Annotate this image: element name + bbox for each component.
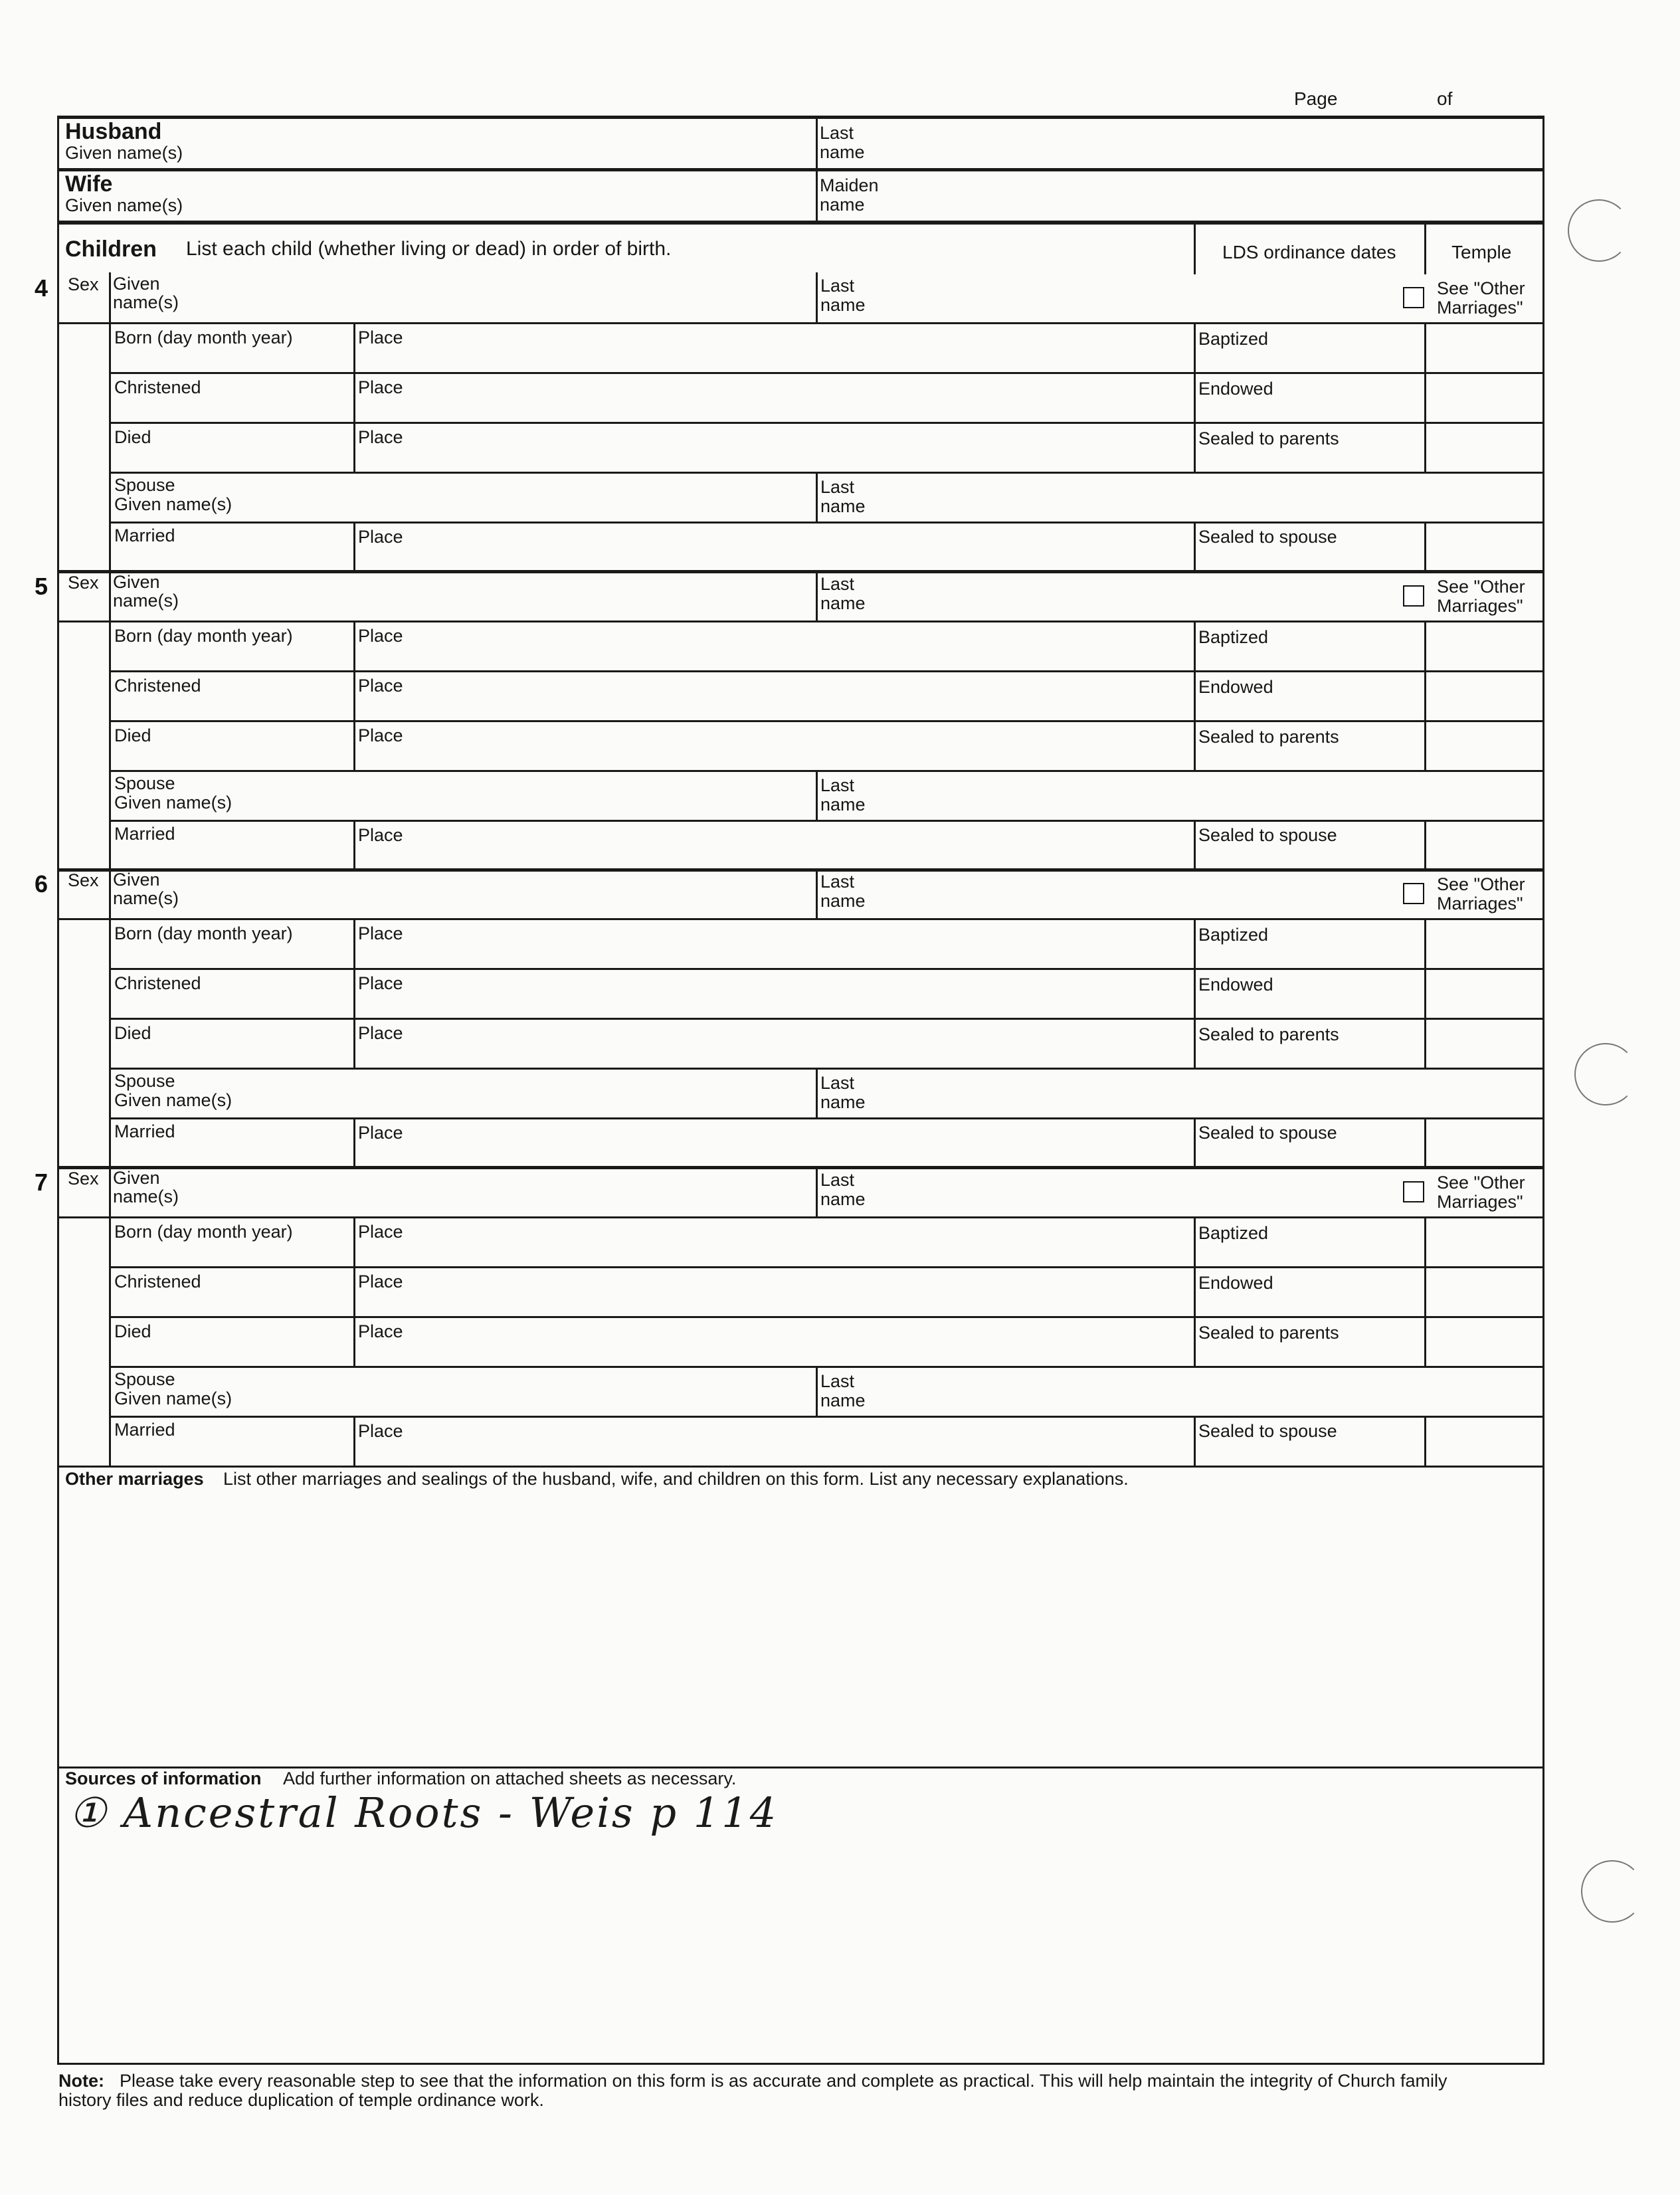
see-other-marriages-label: See "Other [1437, 1173, 1525, 1193]
ordinance-temple-divider [1424, 322, 1426, 472]
ordinance-label-baptized: Baptized [1198, 329, 1269, 349]
spouse-last-label: Last [820, 477, 855, 497]
place-label: Place [358, 1272, 403, 1291]
place-field-christened[interactable] [359, 1293, 1188, 1314]
date-field-died[interactable] [114, 747, 348, 768]
place-field-married[interactable] [359, 1143, 1188, 1164]
ordinance-date-field-endowed[interactable] [1199, 995, 1419, 1016]
place-ordinance-divider [1194, 620, 1196, 770]
date-field-christened[interactable] [114, 1293, 348, 1314]
see-other-marriages-label: See "Other [1437, 577, 1525, 597]
place-ordinance-divider [1194, 322, 1196, 472]
row-divider [109, 422, 1544, 424]
temple-header: Temple [1451, 242, 1512, 262]
place-label: Place [358, 1421, 403, 1441]
ordinance-label-sealed-to-parents: Sealed to parents [1198, 1024, 1339, 1044]
child-sex-label: Sex [68, 1169, 99, 1189]
place-field-died[interactable] [359, 1343, 1188, 1364]
sex-column-divider [109, 272, 111, 571]
married-place-divider [353, 820, 355, 870]
event-label-born: Born (day month year) [114, 1222, 293, 1242]
child-last-label-2: name [820, 295, 866, 315]
row-divider [109, 770, 1544, 772]
temple-field-endowed[interactable] [1430, 674, 1539, 717]
row-divider [109, 1366, 1544, 1368]
see-other-marriages-label-2: Marriages" [1437, 298, 1523, 318]
spouse-last-label-2: name [820, 795, 866, 814]
date-field-died[interactable] [114, 1343, 348, 1364]
married-ordinance-divider [1194, 522, 1196, 571]
other-marriages-title: Other marriages [65, 1469, 204, 1489]
temple-field-sealed-to-spouse[interactable] [1430, 1121, 1539, 1164]
spouse-last-name-field[interactable] [889, 1370, 1540, 1412]
place-field-born[interactable] [359, 349, 1188, 370]
see-other-marriages-label: See "Other [1437, 278, 1525, 298]
married-temple-divider [1424, 1117, 1426, 1167]
date-place-divider [353, 1216, 355, 1366]
row-divider [109, 1416, 1544, 1418]
child-given-label-2: name(s) [113, 591, 179, 611]
event-label-died: Died [114, 1321, 151, 1341]
wife-maiden-label-2: name [820, 195, 865, 215]
sources-title: Sources of information [65, 1768, 262, 1788]
date-field-married[interactable] [114, 1143, 348, 1164]
row-divider [57, 918, 1544, 920]
place-label: Place [358, 1123, 403, 1143]
punch-hole-bottom [1581, 1860, 1643, 1923]
child-number: 7 [35, 1169, 48, 1196]
married-place-divider [353, 522, 355, 571]
event-label-married: Married [114, 824, 175, 844]
ordinance-label-sealed-to-spouse: Sealed to spouse [1198, 825, 1337, 845]
child-given-label: Given [113, 572, 160, 592]
given-last-divider [816, 1167, 818, 1216]
ordinance-label-baptized: Baptized [1198, 627, 1269, 647]
place-label: Place [358, 923, 403, 943]
event-label-married: Married [114, 1420, 175, 1440]
lds-ordinance-dates-header: LDS ordinance dates [1222, 242, 1396, 262]
wife-maiden-label: Maiden [820, 175, 879, 195]
given-last-divider [816, 571, 818, 620]
child-given-label: Given [113, 870, 160, 890]
place-ordinance-divider [1194, 1216, 1196, 1366]
see-other-marriages-label: See "Other [1437, 874, 1525, 894]
row-divider [109, 1316, 1544, 1318]
ordinance-date-field-baptized[interactable] [1199, 945, 1419, 966]
place-field-born[interactable] [359, 945, 1188, 966]
ordinance-date-field-sealed-to-parents[interactable] [1199, 1343, 1419, 1364]
ordinance-temple-divider [1424, 1216, 1426, 1366]
temple-field-sealed-to-spouse[interactable] [1430, 525, 1539, 568]
child-last-name-field[interactable] [821, 573, 1392, 617]
ordinance-date-field-endowed[interactable] [1199, 1293, 1419, 1314]
place-label: Place [358, 973, 403, 993]
wife-field[interactable] [66, 175, 1535, 218]
row-divider [109, 522, 1544, 524]
event-label-christened: Christened [114, 973, 201, 993]
child-given-name-field[interactable] [114, 1169, 810, 1213]
spouse-given-label: Given name(s) [114, 1090, 233, 1110]
row-divider [109, 1018, 1544, 1020]
place-field-married[interactable] [359, 845, 1188, 866]
ordinance-label-sealed-to-parents: Sealed to parents [1198, 429, 1339, 448]
child-number: 4 [35, 274, 48, 302]
other-marriages-instruction: List other marriages and sealings of the husband, wife, and children on this form. List any necessary explanations. [223, 1469, 1129, 1489]
place-field-died[interactable] [359, 747, 1188, 768]
child-last-name-field[interactable] [821, 1169, 1392, 1213]
date-field-born[interactable] [114, 1243, 348, 1264]
spouse-last-divider [816, 1068, 818, 1117]
ordinance-date-field-sealed-to-spouse[interactable] [1199, 547, 1419, 568]
row-divider [57, 1216, 1544, 1218]
place-field-died[interactable] [359, 448, 1188, 470]
spouse-given-label: Given name(s) [114, 494, 233, 514]
temple-field-endowed[interactable] [1430, 376, 1539, 419]
child-sex-label: Sex [68, 573, 99, 593]
temple-field-baptized[interactable] [1430, 326, 1539, 369]
place-field-born[interactable] [359, 1243, 1188, 1264]
place-field-married[interactable] [359, 547, 1188, 568]
date-place-divider [353, 322, 355, 472]
date-field-died[interactable] [114, 448, 348, 470]
given-last-divider [816, 868, 818, 918]
wife-given-label: Given name(s) [65, 195, 183, 215]
child-last-label: Last [820, 872, 855, 892]
place-field-christened[interactable] [359, 697, 1188, 718]
place-label: Place [358, 527, 403, 547]
spouse-last-divider [816, 1366, 818, 1416]
sex-column-divider [109, 571, 111, 870]
date-field-married[interactable] [114, 845, 348, 866]
see-other-marriages-checkbox[interactable] [1403, 883, 1424, 904]
spouse-label: Spouse [114, 1369, 175, 1389]
place-label: Place [358, 1321, 403, 1341]
event-label-died: Died [114, 427, 151, 447]
spouse-given-label: Given name(s) [114, 1388, 233, 1408]
sex-column-divider [109, 1167, 111, 1466]
place-label: Place [358, 676, 403, 696]
temple-field-sealed-to-spouse[interactable] [1430, 824, 1539, 866]
child-last-label: Last [820, 574, 855, 594]
temple-field-baptized[interactable] [1430, 922, 1539, 965]
spouse-last-name-field[interactable] [889, 1072, 1540, 1114]
child-last-label: Last [820, 1170, 855, 1190]
spouse-given-name-field[interactable] [275, 774, 809, 816]
ordinance-label-sealed-to-spouse: Sealed to spouse [1198, 527, 1337, 547]
row-divider [109, 670, 1544, 672]
child-given-name-field[interactable] [114, 573, 810, 617]
note-label: Note: [58, 2071, 104, 2091]
ordinance-date-field-sealed-to-parents[interactable] [1199, 448, 1419, 470]
given-last-divider [816, 272, 818, 322]
date-field-died[interactable] [114, 1044, 348, 1066]
ordinance-label-endowed: Endowed [1198, 677, 1273, 697]
ordinance-label-endowed: Endowed [1198, 1273, 1273, 1293]
husband-given-label: Given name(s) [65, 143, 183, 163]
child-last-label: Last [820, 276, 855, 296]
child-given-name-field[interactable] [114, 275, 810, 319]
spouse-last-label-2: name [820, 1390, 866, 1410]
child-given-label-2: name(s) [113, 292, 179, 312]
married-temple-divider [1424, 522, 1426, 571]
date-field-born[interactable] [114, 647, 348, 668]
spouse-last-name-field[interactable] [889, 476, 1540, 518]
temple-field-endowed[interactable] [1430, 972, 1539, 1014]
other-marriages-field[interactable] [61, 1491, 1539, 1764]
ordinance-date-field-baptized[interactable] [1199, 1243, 1419, 1264]
event-label-born: Born (day month year) [114, 328, 293, 347]
married-place-divider [353, 1416, 355, 1466]
ordinance-label-sealed-to-spouse: Sealed to spouse [1198, 1123, 1337, 1143]
temple-field-baptized[interactable] [1430, 624, 1539, 667]
date-field-born[interactable] [114, 945, 348, 966]
ordinance-label-endowed: Endowed [1198, 379, 1273, 399]
temple-field-sealed-to-parents[interactable] [1430, 1320, 1539, 1363]
married-ordinance-divider [1194, 1117, 1196, 1167]
sex-column-divider [109, 868, 111, 1167]
date-field-christened[interactable] [114, 697, 348, 718]
children-title: Children [65, 237, 157, 262]
spouse-last-label-2: name [820, 1092, 866, 1112]
spouse-last-divider [816, 770, 818, 820]
married-place-divider [353, 1117, 355, 1167]
spouse-label: Spouse [114, 773, 175, 793]
ordinance-label-endowed: Endowed [1198, 975, 1273, 995]
child-given-label: Given [113, 1168, 160, 1188]
place-field-married[interactable] [359, 1441, 1188, 1462]
ordinance-date-field-sealed-to-spouse[interactable] [1199, 1143, 1419, 1164]
date-place-divider [353, 620, 355, 770]
place-field-born[interactable] [359, 647, 1188, 668]
place-label: Place [358, 328, 403, 347]
event-label-born: Born (day month year) [114, 923, 293, 943]
temple-field-sealed-to-parents[interactable] [1430, 1022, 1539, 1064]
ordinance-date-field-sealed-to-spouse[interactable] [1199, 1441, 1419, 1462]
row-divider [109, 472, 1544, 474]
children-instruction: List each child (whether living or dead) in order of birth. [186, 238, 672, 260]
place-label: Place [358, 725, 403, 745]
row-divider [57, 620, 1544, 622]
punch-hole-middle [1574, 1043, 1637, 1105]
spouse-last-label: Last [820, 1371, 855, 1391]
spouse-last-name-field[interactable] [889, 774, 1540, 816]
ordinance-date-field-sealed-to-parents[interactable] [1199, 1044, 1419, 1066]
ordinance-label-baptized: Baptized [1198, 1223, 1269, 1243]
note-line-2: history files and reduce duplication of temple ordinance work. [58, 2090, 544, 2110]
place-label: Place [358, 427, 403, 447]
row-divider [109, 820, 1544, 822]
ordinance-label-baptized: Baptized [1198, 925, 1269, 945]
child-sex-label: Sex [68, 274, 99, 294]
row-divider [57, 322, 1544, 324]
spouse-given-name-field[interactable] [275, 476, 809, 518]
child-last-name-field[interactable] [821, 871, 1392, 915]
event-label-died: Died [114, 725, 151, 745]
page-of-label: of [1437, 88, 1453, 109]
child-given-label-2: name(s) [113, 1187, 179, 1206]
child-last-name-field[interactable] [821, 275, 1392, 319]
see-other-marriages-label-2: Marriages" [1437, 1192, 1523, 1212]
married-ordinance-divider [1194, 820, 1196, 870]
spouse-given-label: Given name(s) [114, 793, 233, 812]
event-label-christened: Christened [114, 377, 201, 397]
place-label: Place [358, 1023, 403, 1043]
child-sex-label: Sex [68, 870, 99, 890]
date-field-christened[interactable] [114, 399, 348, 420]
child-given-name-field[interactable] [114, 871, 810, 915]
date-field-married[interactable] [114, 1441, 348, 1462]
ordinance-label-sealed-to-parents: Sealed to parents [1198, 727, 1339, 747]
ordinance-date-field-sealed-to-parents[interactable] [1199, 747, 1419, 768]
child-number: 6 [35, 870, 48, 898]
place-field-christened[interactable] [359, 399, 1188, 420]
row-divider [109, 720, 1544, 722]
row-divider [109, 968, 1544, 970]
punch-hole-top [1568, 199, 1630, 262]
see-other-marriages-checkbox[interactable] [1403, 585, 1424, 607]
ordinance-label-sealed-to-spouse: Sealed to spouse [1198, 1421, 1337, 1441]
place-label: Place [358, 1222, 403, 1242]
date-field-christened[interactable] [114, 995, 348, 1016]
ordinance-date-field-baptized[interactable] [1199, 349, 1419, 370]
see-other-marriages-label-2: Marriages" [1437, 596, 1523, 616]
ordinance-date-field-endowed[interactable] [1199, 697, 1419, 718]
married-temple-divider [1424, 820, 1426, 870]
spouse-last-label-2: name [820, 496, 866, 516]
place-label: Place [358, 626, 403, 646]
temple-field-baptized[interactable] [1430, 1220, 1539, 1263]
row-divider [109, 372, 1544, 374]
temple-field-sealed-to-parents[interactable] [1430, 426, 1539, 468]
ordinance-temple-divider [1424, 918, 1426, 1068]
ordinance-date-field-sealed-to-spouse[interactable] [1199, 845, 1419, 866]
row-divider [109, 1068, 1544, 1070]
event-label-christened: Christened [114, 676, 201, 696]
child-last-label-2: name [820, 1189, 866, 1209]
spouse-label: Spouse [114, 1071, 175, 1091]
husband-last-label-2: name [820, 142, 865, 162]
row-divider [109, 1266, 1544, 1268]
event-label-christened: Christened [114, 1272, 201, 1291]
event-label-born: Born (day month year) [114, 626, 293, 646]
married-ordinance-divider [1194, 1416, 1196, 1466]
child-number: 5 [35, 573, 48, 600]
child-last-label-2: name [820, 891, 866, 911]
handwritten-source-note: ① Ancestral Roots - Weis p 114 [69, 1788, 779, 1837]
child-given-label: Given [113, 274, 160, 294]
see-other-marriages-checkbox[interactable] [1403, 287, 1424, 308]
husband-last-label: Last [820, 123, 854, 143]
place-label: Place [358, 377, 403, 397]
child-last-label-2: name [820, 593, 866, 613]
see-other-marriages-label-2: Marriages" [1437, 894, 1523, 913]
wife-title: Wife [65, 171, 113, 197]
spouse-last-divider [816, 472, 818, 522]
husband-title: Husband [65, 119, 162, 144]
date-field-born[interactable] [114, 349, 348, 370]
page-label: Page [1294, 88, 1338, 109]
sources-instruction: Add further information on attached sheets as necessary. [283, 1768, 737, 1788]
row-divider [109, 1117, 1544, 1119]
ordinance-label-sealed-to-parents: Sealed to parents [1198, 1323, 1339, 1343]
event-label-died: Died [114, 1023, 151, 1043]
temple-field-sealed-to-spouse[interactable] [1430, 1420, 1539, 1462]
ordinance-date-field-baptized[interactable] [1199, 647, 1419, 668]
ordinance-date-field-endowed[interactable] [1199, 399, 1419, 420]
spouse-last-label: Last [820, 1073, 855, 1093]
place-label: Place [358, 825, 403, 845]
spouse-last-label: Last [820, 775, 855, 795]
place-ordinance-divider [1194, 918, 1196, 1068]
note-line-1: Please take every reasonable step to see that the information on this form is as accurate and complete as practical. This will help maintain the integrity of Church family [120, 2071, 1447, 2091]
temple-field-sealed-to-parents[interactable] [1430, 724, 1539, 767]
spouse-label: Spouse [114, 475, 175, 495]
husband-field[interactable] [66, 124, 1535, 166]
see-other-marriages-checkbox[interactable] [1403, 1181, 1424, 1202]
date-place-divider [353, 918, 355, 1068]
event-label-married: Married [114, 525, 175, 545]
spouse-given-name-field[interactable] [275, 1370, 809, 1412]
temple-field-endowed[interactable] [1430, 1270, 1539, 1313]
date-field-married[interactable] [114, 547, 348, 568]
child-given-label-2: name(s) [113, 888, 179, 908]
spouse-given-name-field[interactable] [275, 1072, 809, 1114]
place-field-died[interactable] [359, 1044, 1188, 1066]
married-temple-divider [1424, 1416, 1426, 1466]
event-label-married: Married [114, 1121, 175, 1141]
ordinance-temple-divider [1424, 620, 1426, 770]
place-field-christened[interactable] [359, 995, 1188, 1016]
